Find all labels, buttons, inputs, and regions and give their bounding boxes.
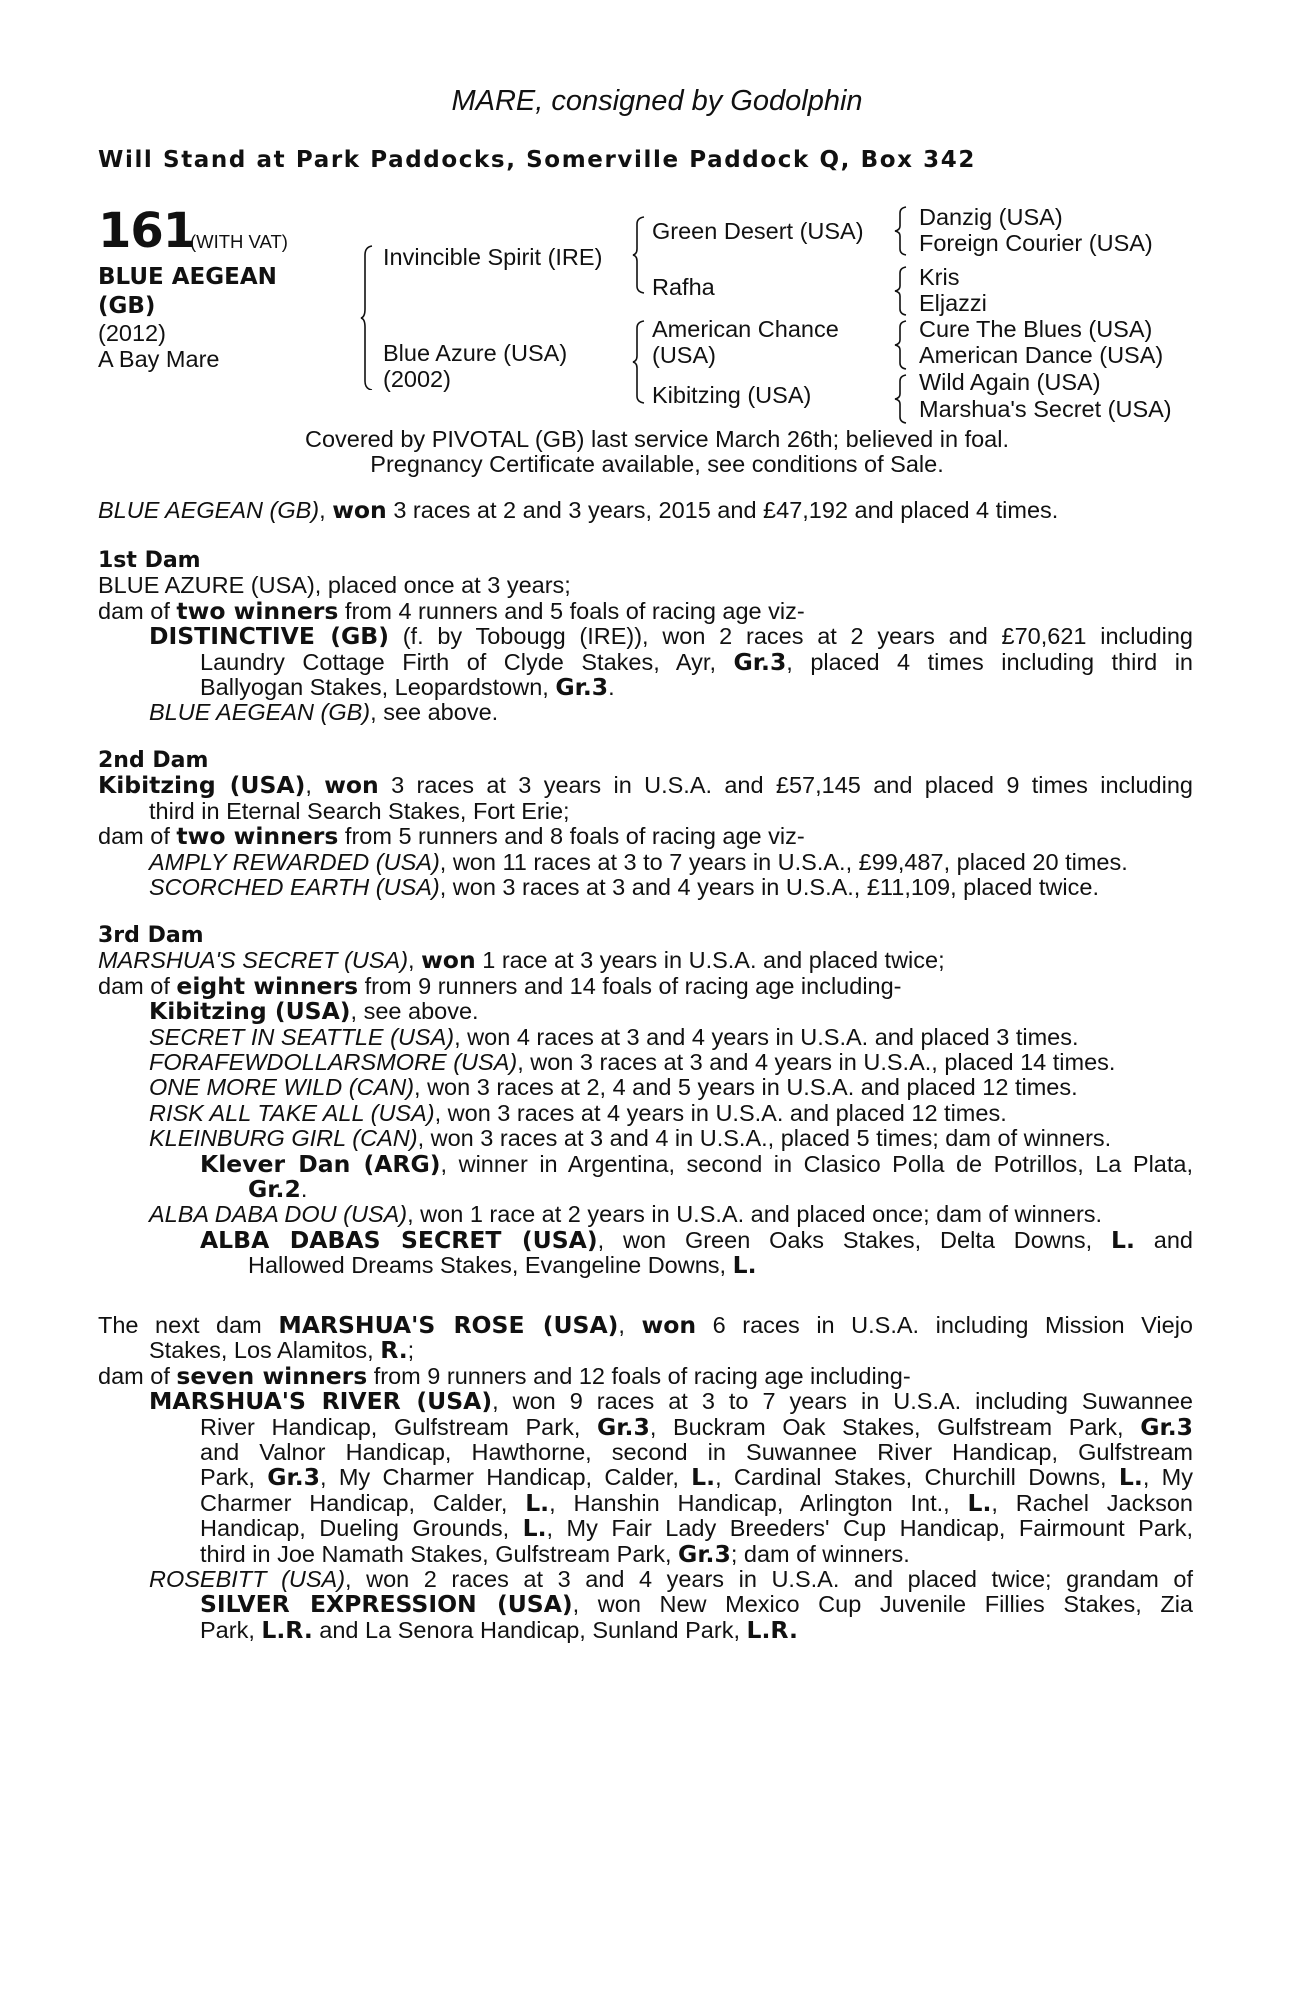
next-dam-line4: MARSHUA'S RIVER (USA), won 9 races at 3 to 7 years in U.S.A. including Suwannee [149,1387,1193,1416]
lot-name-line1: BLUE AEGEAN [98,264,277,290]
pedigree-sire: Invincible Spirit (IRE) [383,244,603,270]
pedigree-brace-gen1 [360,245,374,390]
first-dam-line4: Laundry Cottage Firth of Clyde Stakes, Ayr, Gr.3, placed 4 times including third in [200,647,1193,676]
pedigree-brace-gen2-dam [632,320,646,404]
third-dam-line5: FORAFEWDOLLARSMORE (USA), won 3 races at 3 and 4 years in U.S.A., placed 14 times. [149,1049,1116,1076]
next-dam-line3: dam of seven winners from 9 runners and 12 foals of racing age including- [98,1361,911,1390]
summary-record: 3 races at 2 and 3 years, 2015 and £47,192 and placed 4 times. [386,497,1059,523]
race-summary: BLUE AEGEAN (GB), won 3 races at 2 and 3 years, 2015 and £47,192 and placed 4 times. [98,496,1059,524]
third-dam-line11: ALBA DABA DOU (USA), won 1 race at 2 years in U.S.A. and placed once; dam of winners. [149,1201,1103,1228]
second-dam-line2: third in Eternal Search Stakes, Fort Erie; [149,797,570,824]
first-dam-heading: 1st Dam [98,548,201,573]
consignment-line: MARE, consigned by Godolphin [451,85,863,117]
pedigree-brace-gen3-d [894,374,908,424]
next-dam-line2: Stakes, Los Alamitos, R.; [149,1336,415,1365]
third-dam-heading: 3rd Dam [98,923,204,948]
third-dam-line4: SECRET IN SEATTLE (USA), won 4 races at 3 and 4 years in U.S.A. and placed 3 times. [149,1023,1079,1050]
lot-year: (2012) [98,320,166,346]
first-dam-line6: BLUE AEGEAN (GB), see above. [149,699,499,726]
next-dam-line8: Charmer Handicap, Calder, L., Hanshin Handicap, Arlington Int., L., Rachel Jackson [200,1488,1193,1517]
third-dam-line12: ALBA DABAS SECRET (USA), won Green Oaks Stakes, Delta Downs, L. and [200,1225,1193,1254]
pedigree-g4: Eljazzi [919,290,987,316]
third-dam-line1: MARSHUA'S SECRET (USA), won 1 race at 3 years in U.S.A. and placed twice; [98,946,945,975]
first-dam-line5: Ballyogan Stakes, Leopardstown, Gr.3. [200,673,615,702]
pedigree-sire-dam: Rafha [652,274,715,300]
second-dam-heading: 2nd Dam [98,748,209,773]
vat-note: (WITH VAT) [190,231,288,252]
third-dam-section [98,923,1193,1279]
pedigree-brace-gen3-a [894,206,908,256]
covering-note: Covered by PIVOTAL (GB) last service March 26th; believed in foal. [305,426,1009,452]
first-dam-section [98,548,1193,726]
pedigree-sire-sire: Green Desert (USA) [652,218,864,244]
first-dam-line3: DISTINCTIVE (GB) (f. by Tobougg (IRE)), won 2 races at 2 years and £70,621 including [149,622,1193,651]
pedigree-g1: Danzig (USA) [919,204,1063,230]
pregnancy-note: Pregnancy Certificate available, see conditions of Sale. [370,451,944,477]
third-dam-line3: Kibitzing (USA), see above. [149,997,479,1026]
pedigree-dam-line1: Blue Azure (USA) [383,340,568,366]
next-dam-line1: The next dam MARSHUA'S ROSE (USA), won 6 races in U.S.A. including Mission Viejo [98,1311,1194,1339]
next-dam-line12: SILVER EXPRESSION (USA), won New Mexico Cup Juvenile Fillies Stakes, Zia [200,1590,1193,1619]
next-dam-line10: third in Joe Namath Stakes, Gulfstream Park, Gr.3; dam of winners. [200,1539,910,1568]
second-dam-section [98,748,1193,900]
pedigree-g2: Foreign Courier (USA) [919,230,1153,256]
pedigree-dam-sire-line2: (USA) [652,342,716,368]
next-dam-section [98,1313,1193,1643]
summary-won: won [332,496,387,524]
pedigree-g6: American Dance (USA) [919,342,1164,368]
next-dam-line6: and Valnor Handicap, Hawthorne, second in Suwannee River Handicap, Gulfstream [200,1439,1193,1466]
pedigree-dam-line2: (2002) [383,366,451,392]
summary-horse-name: BLUE AEGEAN (GB) [98,497,320,523]
next-dam-line5: River Handicap, Gulfstream Park, Gr.3, Buckram Oak Stakes, Gulfstream Park, Gr.3 [200,1412,1193,1441]
pedigree-g3: Kris [919,264,960,290]
third-dam-line2: dam of eight winners from 9 runners and 14 foals of racing age including- [98,971,902,1000]
lot-name [98,263,338,321]
next-dam-line13: Park, L.R. and La Senora Handicap, Sunland Park, L.R. [200,1615,798,1644]
next-dam-line7: Park, Gr.3, My Charmer Handicap, Calder, L., Cardinal Stakes, Churchill Downs, L., My [200,1463,1193,1492]
first-dam-line1: BLUE AZURE (USA), placed once at 3 years; [98,572,571,599]
third-dam-line13: Hallowed Dreams Stakes, Evangeline Downs, L. [248,1251,757,1280]
pedigree-dam-dam: Kibitzing (USA) [652,382,812,408]
next-dam-line11: ROSEBITT (USA), won 2 races at 3 and 4 years in U.S.A. and placed twice; grandam of [149,1566,1194,1593]
first-dam-line2: dam of two winners from 4 runners and 5 foals of racing age viz- [98,596,805,625]
third-dam-line8: KLEINBURG GIRL (CAN), won 3 races at 3 and 4 in U.S.A., placed 5 times; dam of winners. [149,1125,1112,1152]
third-dam-line6: ONE MORE WILD (CAN), won 3 races at 2, 4 and 5 years in U.S.A. and placed 12 times. [149,1074,1078,1101]
pedigree-g8: Marshua's Secret (USA) [919,396,1172,422]
pedigree-brace-gen3-b [894,266,908,316]
stand-location: Will Stand at Park Paddocks, Somerville Paddock Q, Box 342 [98,147,976,173]
lot-number: 161 [98,203,196,259]
next-dam-line9: Handicap, Dueling Grounds, L., My Fair Lady Breeders' Cup Handicap, Fairmount Park, [200,1514,1194,1543]
second-dam-line1: Kibitzing (USA), won 3 races at 3 years in U.S.A. and £57,145 and placed 9 times including [98,771,1193,800]
third-dam-line9: Klever Dan (ARG), winner in Argentina, second in Clasico Polla de Potrillos, La Plata, [200,1149,1193,1178]
pedigree-brace-gen2-sire [632,216,646,294]
second-dam-line3: dam of two winners from 5 runners and 8 foals of racing age viz- [98,822,805,851]
lot-name-line2: (GB) [98,293,156,319]
pedigree-brace-gen3-c [894,320,908,370]
pedigree-dam-sire-line1: American Chance [652,316,839,342]
third-dam-line10: Gr.2. [248,1175,308,1204]
third-dam-line7: RISK ALL TAKE ALL (USA), won 3 races at 4 years in U.S.A. and placed 12 times. [149,1099,1007,1126]
second-dam-line5: SCORCHED EARTH (USA), won 3 races at 3 and 4 years in U.S.A., £11,109, placed twice. [149,874,1099,901]
pedigree-g5: Cure The Blues (USA) [919,316,1153,342]
pedigree-g7: Wild Again (USA) [919,369,1101,395]
lot-description: A Bay Mare [98,346,220,372]
second-dam-line4: AMPLY REWARDED (USA), won 11 races at 3 to 7 years in U.S.A., £99,487, placed 20 times. [149,848,1128,875]
